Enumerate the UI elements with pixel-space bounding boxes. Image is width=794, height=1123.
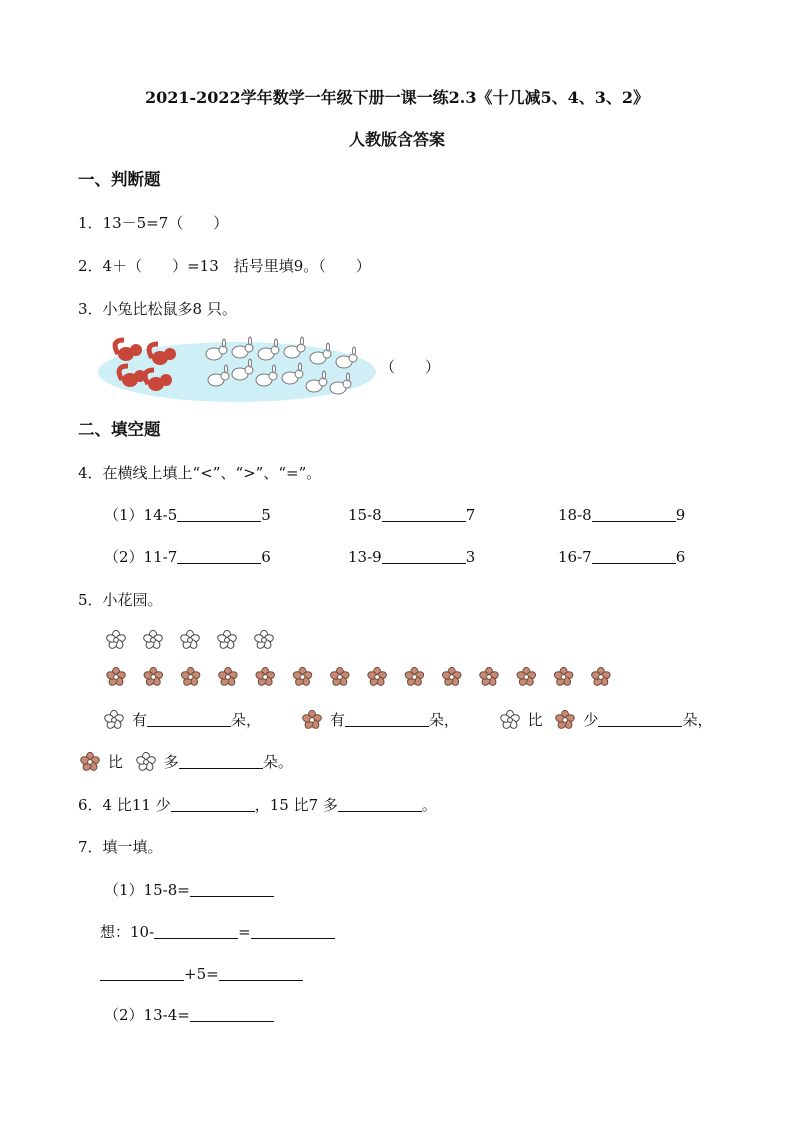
q4-row1-item-c: 18-8 9 (558, 506, 686, 524)
pink-flower-icon (106, 667, 126, 686)
q7-think-line: 想：10- = (100, 922, 335, 942)
question-4: 4．在横线上填上“<”、“>”、“=”。 (78, 464, 322, 482)
q7-part1: （1）15-8= (104, 880, 274, 900)
answer-blank[interactable] (219, 964, 303, 981)
question-7: 7．填一填。 (78, 838, 163, 856)
white-flower-icon (254, 630, 274, 649)
q7-part2: （2）13-4= (104, 1005, 274, 1025)
pink-flower-icon (553, 667, 573, 686)
q4-row1-item-a: （1）14-5 5 (104, 506, 271, 524)
white-flower-icon (143, 630, 163, 649)
question-3-answer-paren: （ ） (380, 358, 441, 376)
answer-blank[interactable] (177, 547, 261, 564)
question-2: 2．4＋（ ）=13 括号里填9。（ ） (78, 257, 371, 275)
pink-flower-icon (80, 752, 100, 772)
q4-row1-item-b: 15-8 7 (348, 506, 476, 524)
pink-flower-icon (292, 667, 312, 686)
answer-blank[interactable] (598, 710, 682, 727)
answer-blank[interactable] (154, 922, 238, 939)
answer-blank[interactable] (592, 547, 676, 564)
q5-sentence-line1: 有 朵， 有 朵， 比 少 朵， (104, 710, 712, 730)
doc-title-line1: 2021-2022学年数学一年级下册一课一练2.3《十几减5、4、3、2》 (144, 88, 650, 107)
animals-illustration (96, 334, 378, 406)
pink-flower-row (104, 664, 644, 690)
answer-blank[interactable] (382, 505, 466, 522)
white-flower-icon (106, 630, 126, 649)
white-flower-icon (217, 630, 237, 649)
q4-row2-item-a: （2）11-7 6 (104, 548, 271, 566)
answer-blank[interactable] (190, 880, 274, 897)
question-1: 1．13－5=7（ ） (78, 214, 229, 232)
answer-blank[interactable] (251, 922, 335, 939)
pink-flower-icon (255, 667, 275, 686)
pink-flower-icon (479, 667, 499, 686)
q4-row2-item-b: 13-9 3 (348, 548, 476, 566)
answer-blank[interactable] (592, 505, 676, 522)
q4-row2-item-c: 16-7 6 (558, 548, 686, 566)
answer-blank[interactable] (345, 710, 429, 727)
answer-blank[interactable] (171, 795, 255, 812)
answer-blank[interactable] (100, 964, 184, 981)
pink-flower-icon (404, 667, 424, 686)
answer-blank[interactable] (147, 710, 231, 727)
pink-flower-icon (180, 667, 200, 686)
doc-title-line2: 人教版含答案 (348, 130, 445, 149)
answer-blank[interactable] (190, 1005, 274, 1022)
answer-blank[interactable] (382, 547, 466, 564)
answer-blank[interactable] (338, 795, 422, 812)
pink-flower-icon (330, 667, 350, 686)
pink-flower-icon (367, 667, 387, 686)
pink-flower-icon (516, 667, 536, 686)
pink-flower-icon (555, 710, 575, 730)
answer-blank[interactable] (177, 505, 261, 522)
q5-sentence-line2: 比 多 朵。 (80, 752, 293, 772)
question-6: 6．4 比11 少 ，15 比7 多 。 (78, 796, 437, 814)
question-3: 3．小兔比松鼠多8 只。 (78, 300, 237, 318)
section-fill-heading: 二、填空题 (78, 420, 161, 439)
pink-flower-icon (143, 667, 163, 686)
q7-plus-line: +5= (100, 964, 303, 984)
white-flower-icon (180, 630, 200, 649)
pink-flower-icon (302, 710, 322, 730)
white-flower-row (104, 627, 304, 653)
section-judge-heading: 一、判断题 (78, 170, 161, 189)
pink-flower-icon (441, 667, 461, 686)
white-flower-icon (136, 752, 156, 772)
pink-flower-icon (591, 667, 611, 686)
white-flower-icon (500, 710, 520, 730)
white-flower-icon (104, 710, 124, 730)
question-5: 5．小花园。 (78, 591, 163, 609)
pink-flower-icon (218, 667, 238, 686)
answer-blank[interactable] (179, 752, 263, 769)
